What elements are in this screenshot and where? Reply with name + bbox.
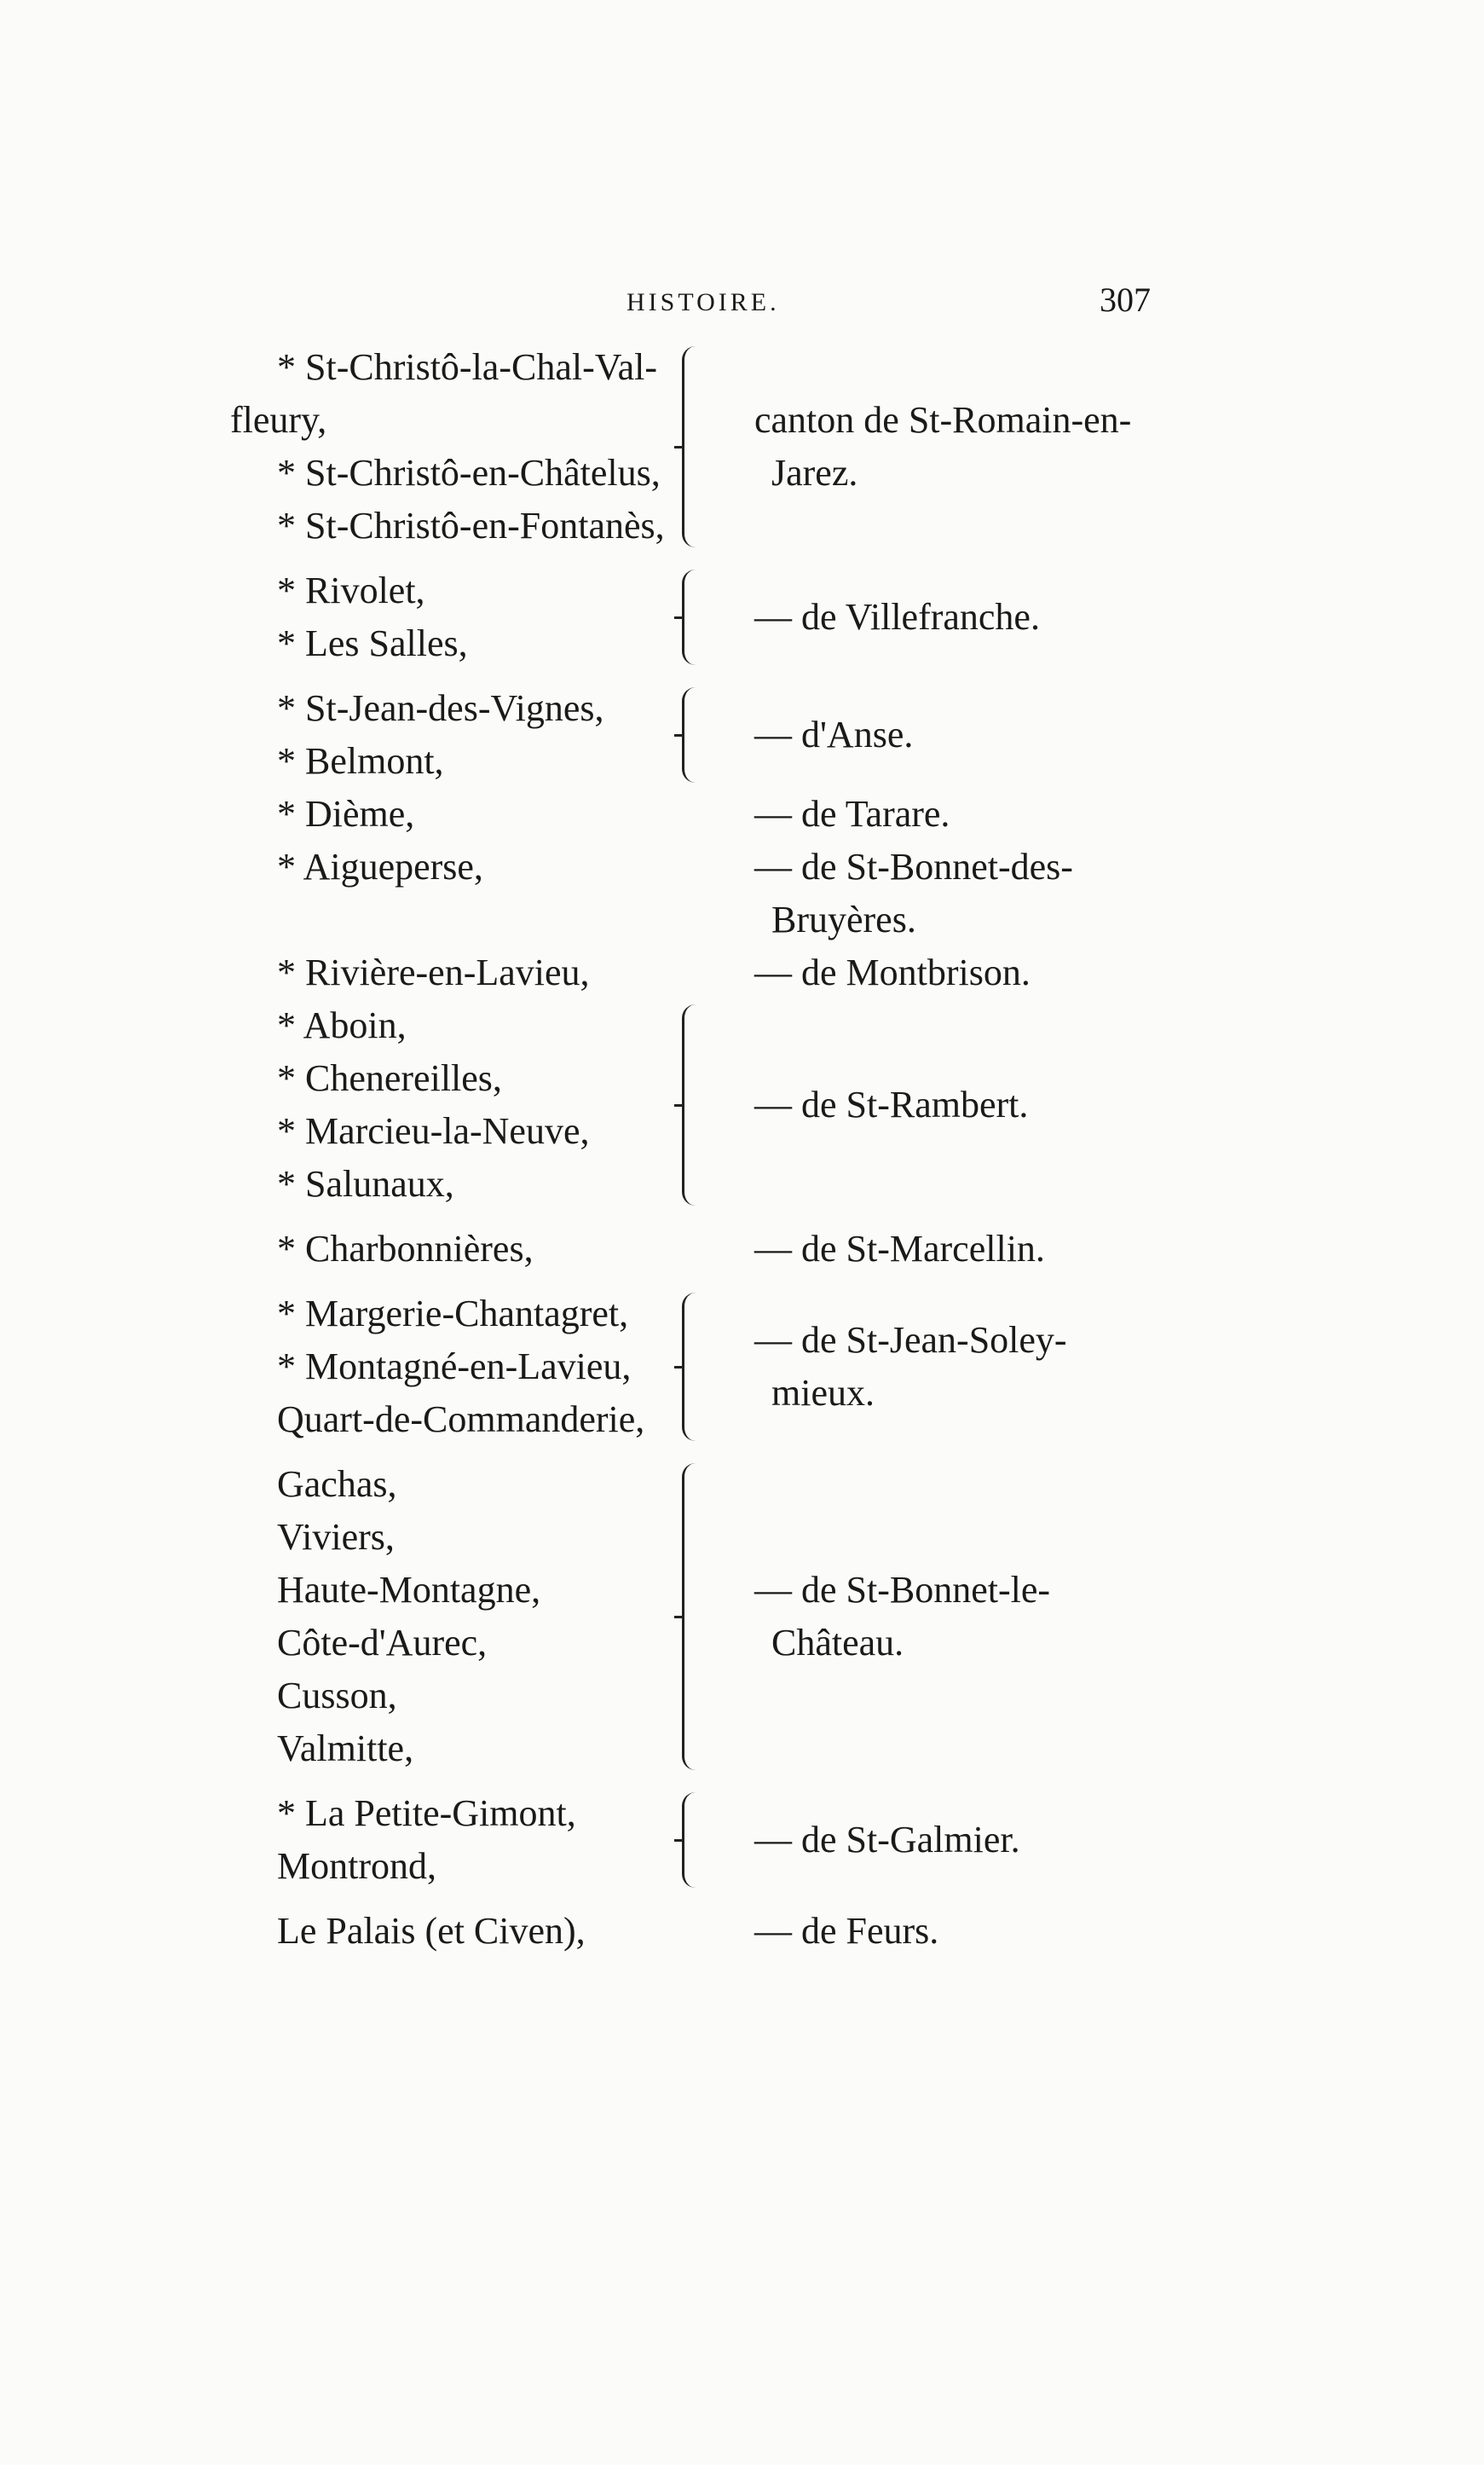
list-entry <box>0 682 1484 788</box>
canton-text: — d'Anse. <box>754 714 914 755</box>
canton-text: — de Feurs. <box>754 1910 939 1952</box>
commune-name: * St-Jean-des-Vignes, <box>277 687 604 729</box>
commune-name: Cusson, <box>277 1675 397 1716</box>
canton-label <box>754 1564 1155 1669</box>
commune-name: * Aigueperse, <box>277 846 483 888</box>
canton-text: — de Villefranche. <box>754 596 1040 638</box>
list-entry <box>0 999 1484 1211</box>
commune-name: * Rivolet, <box>277 570 425 611</box>
canton-label <box>754 1814 1155 1866</box>
commune-name: * Marcieu-la-Neuve, <box>277 1110 590 1152</box>
commune-name: * Rivière-en-Lavieu, <box>277 952 590 993</box>
page-number: 307 <box>1100 281 1151 319</box>
canton-label <box>754 591 1155 644</box>
page-header <box>0 280 1484 331</box>
commune-name: * Salunaux, <box>277 1163 454 1205</box>
grouping-brace <box>682 1293 702 1441</box>
commune-name: * St-Christô-en-Châtelus, <box>277 452 661 494</box>
grouping-brace <box>682 687 702 783</box>
commune-name: Haute-Montagne, <box>277 1569 541 1611</box>
commune-list <box>0 341 1484 1958</box>
canton-label <box>754 788 1155 841</box>
list-entry <box>0 841 1484 946</box>
list-entry <box>0 1223 1484 1276</box>
grouping-brace <box>682 1792 702 1888</box>
commune-name: * Les Salles, <box>277 622 468 664</box>
canton-text: — de St-Jean-Soley- <box>754 1319 1067 1361</box>
canton-label <box>754 1905 1155 1958</box>
canton-text: — de St-Galmier. <box>754 1819 1020 1860</box>
canton-label <box>754 394 1155 500</box>
canton-text: Château. <box>771 1622 904 1664</box>
commune-name: * Montagné-en-Lavieu, <box>277 1345 632 1387</box>
list-entry <box>0 1787 1484 1893</box>
commune-name: * St-Christô-en-Fontanès, <box>277 505 665 547</box>
commune-name: Viviers, <box>277 1516 395 1558</box>
grouping-brace <box>682 1004 702 1206</box>
commune-name: Côte-d'Aurec, <box>277 1622 488 1664</box>
canton-label <box>754 1079 1155 1131</box>
running-head: HISTOIRE. <box>627 288 780 316</box>
list-entry <box>0 564 1484 670</box>
commune-name: Valmitte, <box>277 1727 414 1769</box>
canton-text: mieux. <box>771 1372 875 1414</box>
commune-name: Quart-de-Commanderie, <box>277 1398 645 1440</box>
grouping-brace <box>682 570 702 665</box>
canton-label <box>754 1223 1155 1276</box>
canton-text: — de Montbrison. <box>754 952 1031 993</box>
canton-text: — de Tarare. <box>754 793 950 835</box>
commune-name: Montrond, <box>277 1845 436 1887</box>
list-entry <box>0 788 1484 841</box>
canton-label <box>754 946 1155 999</box>
commune-name: * Belmont, <box>277 740 444 782</box>
canton-text: — de St-Marcellin. <box>754 1228 1045 1270</box>
list-entry <box>0 341 1484 553</box>
commune-name: * Chenereilles, <box>277 1057 502 1099</box>
canton-text: canton de St-Romain-en- <box>754 399 1132 441</box>
commune-name: Le Palais (et Civen), <box>277 1910 586 1952</box>
canton-text: — de St-Bonnet-des- <box>754 846 1073 888</box>
canton-label <box>754 709 1155 761</box>
commune-name: * Margerie-Chantagret, <box>277 1293 629 1334</box>
canton-label <box>754 841 1155 946</box>
grouping-brace <box>682 346 702 547</box>
list-entry <box>0 1905 1484 1958</box>
canton-text: — de St-Bonnet-le- <box>754 1569 1051 1611</box>
commune-name: * La Petite-Gimont, <box>277 1792 576 1834</box>
list-entry <box>0 1458 1484 1775</box>
list-entry <box>0 946 1484 999</box>
list-entry <box>0 1287 1484 1446</box>
canton-label <box>754 1314 1155 1420</box>
commune-name: * Aboin, <box>277 1004 407 1046</box>
commune-name: fleury, <box>230 399 327 441</box>
commune-name <box>277 894 712 946</box>
canton-text: Jarez. <box>771 452 858 494</box>
grouping-brace <box>682 1463 702 1770</box>
commune-name: * St-Christô-la-Chal-Val- <box>277 346 658 388</box>
commune-name: Gachas, <box>277 1463 397 1505</box>
commune-name: * Dième, <box>277 793 415 835</box>
canton-text: — de St-Rambert. <box>754 1084 1029 1125</box>
commune-name: * Charbonnières, <box>277 1228 534 1270</box>
canton-text: Bruyères. <box>771 899 916 940</box>
